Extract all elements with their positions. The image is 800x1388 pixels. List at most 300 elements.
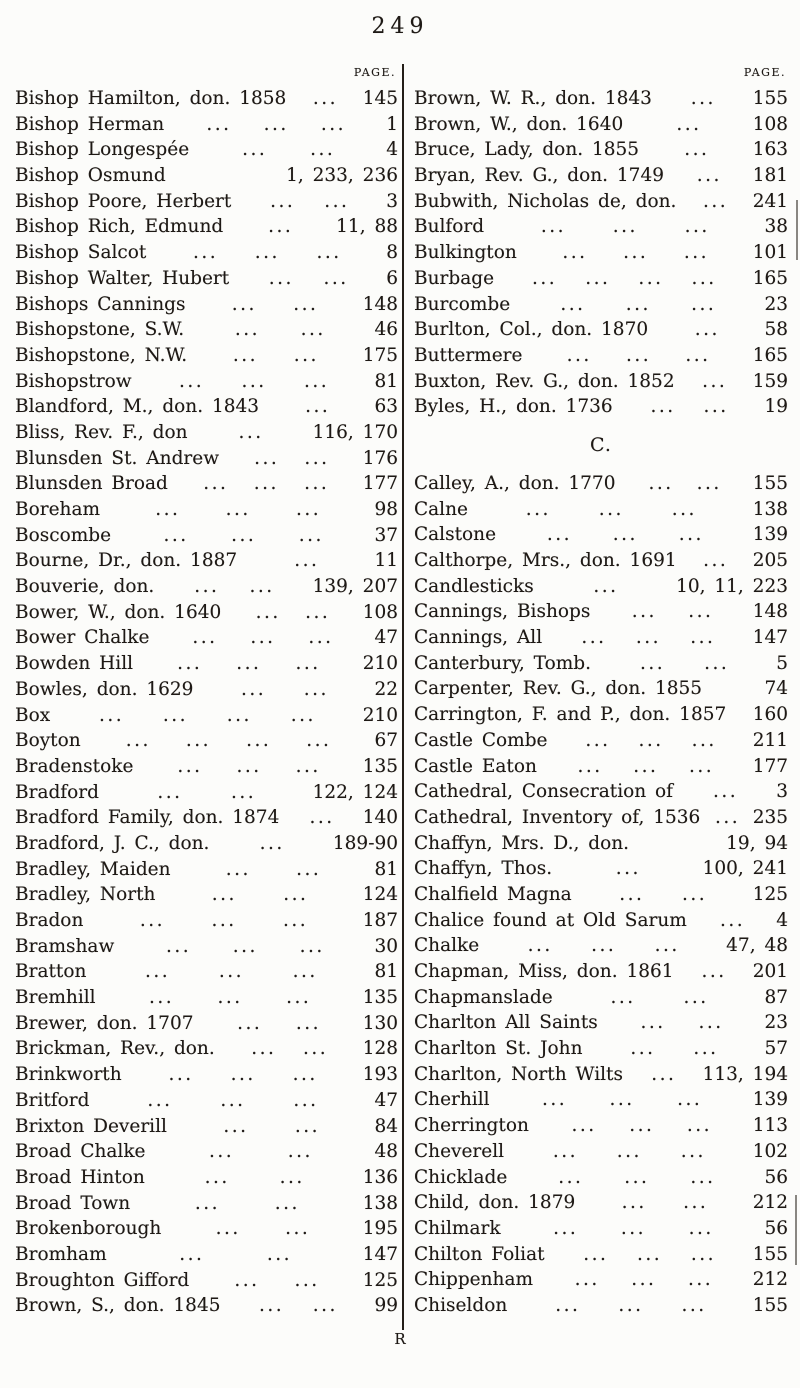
entry-title: Broad Town — [15, 1192, 131, 1214]
entry-page-number: 5 — [776, 652, 788, 674]
leader-dots: ... — [268, 216, 294, 238]
index-entry — [414, 394, 788, 420]
entry-page-number: 47 — [374, 1089, 398, 1111]
index-entry — [414, 805, 788, 831]
leader-dots: ... ... — [640, 1012, 724, 1034]
entry-title: Bishop Longespée — [15, 139, 190, 161]
entry-page-number: 148 — [362, 293, 398, 315]
index-entry — [414, 112, 788, 138]
index-entry — [414, 1190, 788, 1216]
entry-title: Bliss, Rev. F., don — [15, 421, 188, 443]
entry-title: Chalice found at Old Sarum — [414, 909, 687, 931]
entry-title: Charlton, North Wilts — [414, 1063, 623, 1085]
entry-title: Cheverell — [414, 1140, 505, 1162]
entry-title: Bishop Salcot — [15, 242, 147, 264]
leader-dots: ... — [294, 550, 320, 572]
entry-page-number: 128 — [362, 1038, 398, 1060]
entry-title: Bradon — [15, 910, 84, 931]
entry-page-number: 84 — [374, 1115, 398, 1137]
entry-title: Cathedral, Inventory of, 1536 — [414, 806, 701, 828]
entry-page-number: 116, 170 — [312, 421, 398, 443]
index-entry — [414, 1010, 788, 1036]
entry-page-number: 155 — [752, 1243, 788, 1265]
index-column-left — [15, 60, 398, 1319]
leader-dots: ... ... — [631, 601, 714, 623]
leader-dots: ... ... ... — [562, 242, 710, 264]
index-entry — [15, 1011, 398, 1037]
leader-dots: ... — [713, 781, 739, 803]
entry-title: Chalfield Magna — [414, 883, 572, 905]
entry-title: Bowden Hill — [15, 653, 134, 675]
leader-dots: ... ... — [270, 190, 350, 212]
leader-dots: ... ... — [204, 1166, 305, 1188]
index-entry — [15, 1139, 398, 1165]
entry-page-number: 163 — [752, 139, 788, 161]
index-entry — [15, 317, 398, 343]
entry-page-number: 138 — [752, 498, 788, 520]
entry-page-number: 195 — [362, 1218, 398, 1240]
leader-dots: ... — [701, 961, 727, 982]
leader-dots: ... ... — [231, 293, 319, 315]
leader-dots: ... ... ... ... — [532, 267, 717, 289]
entry-page-number: 19, 94 — [726, 832, 788, 854]
entry-title: Boscombe — [15, 524, 112, 546]
entry-title: Buttermere — [414, 344, 523, 366]
index-entry — [15, 189, 398, 215]
index-entry — [15, 985, 398, 1011]
index-entry — [414, 1062, 788, 1088]
entry-page-number: 1, 233, 236 — [286, 165, 398, 187]
index-entry — [15, 548, 398, 574]
entry-title: Chapmanslade — [414, 986, 553, 1008]
leader-dots: ... ... ... — [546, 524, 704, 546]
entry-page-number: 48 — [374, 1141, 398, 1163]
leader-dots: ... ... ... — [560, 293, 717, 315]
index-entry — [15, 369, 398, 395]
leader-dots: ... ... ... — [192, 242, 342, 264]
entry-title: Calley, A., don. 1770 — [414, 472, 616, 494]
entry-title: Brixton Deverill — [15, 1115, 167, 1137]
page-number-folio: 249 — [371, 14, 429, 39]
index-entry — [15, 831, 398, 857]
index-entry — [15, 677, 398, 703]
entry-page-number: 155 — [752, 88, 788, 109]
leader-dots: ... ... ... — [177, 755, 321, 777]
leader-dots: ... ... ... — [206, 113, 347, 135]
entry-page-number: 108 — [362, 601, 398, 623]
leader-dots: ... ... ... — [585, 729, 717, 751]
entry-title: Bubwith, Nicholas de, don. — [414, 190, 677, 212]
entry-title: Chaffyn, Mrs. D., don. — [414, 832, 630, 854]
entry-title: Bradford, J. C., don. — [15, 832, 210, 854]
leader-dots: ... ... — [610, 986, 709, 1008]
leader-dots: ... ... ... ... — [98, 704, 316, 726]
leader-dots: ... ... ... — [571, 1115, 713, 1137]
index-entry — [15, 600, 398, 626]
index-entry — [15, 805, 398, 831]
index-entry — [15, 780, 398, 806]
index-entry — [414, 292, 788, 318]
entry-page-number: 81 — [374, 961, 398, 983]
entry-page-number: 47, 48 — [726, 935, 788, 957]
leader-dots: ... ... — [157, 781, 257, 803]
entry-page-number: 30 — [374, 935, 398, 957]
entry-page-number: 187 — [362, 910, 398, 931]
leader-dots: ... ... ... — [558, 1166, 716, 1188]
index-entry — [414, 1113, 788, 1139]
index-entry — [15, 908, 398, 934]
leader-dots: ... ... — [639, 652, 730, 674]
leader-dots: ... ... ... — [165, 935, 325, 957]
entry-page-number: 136 — [362, 1166, 398, 1188]
entry-title: Brown, W., don. 1640 — [414, 113, 624, 135]
index-entry — [414, 651, 788, 677]
index-entry — [414, 1242, 788, 1268]
index-entry — [414, 985, 788, 1011]
entry-title: Charlton St. John — [414, 1038, 583, 1060]
entry-page-number: 67 — [374, 730, 398, 752]
index-entry — [414, 317, 788, 343]
entry-title: Britford — [15, 1089, 90, 1111]
index-entry — [15, 266, 398, 292]
entry-page-number: 23 — [764, 293, 788, 315]
index-entry — [414, 266, 788, 292]
entry-page-number: 125 — [752, 883, 788, 905]
entry-title: Chaffyn, Thos. — [414, 858, 553, 880]
entry-page-number: 145 — [362, 88, 398, 109]
leader-dots: ... ... — [621, 1192, 709, 1214]
entry-page-number: 87 — [764, 986, 788, 1008]
index-entry — [15, 1293, 398, 1319]
entry-title: Cannings, Bishops — [414, 601, 591, 623]
index-entry — [414, 189, 788, 215]
entry-title: Broughton Gifford — [15, 1269, 190, 1291]
entry-title: Cherhill — [414, 1089, 490, 1111]
leader-dots: ... ... ... — [525, 498, 697, 520]
leader-dots: ... ... — [619, 883, 708, 905]
entry-page-number: 4 — [776, 909, 788, 931]
index-entry — [414, 574, 788, 600]
column-divider-rule — [402, 64, 404, 1330]
leader-dots: ... ... — [234, 1269, 320, 1291]
entry-title: Bishop Herman — [15, 113, 165, 135]
entry-page-number: 177 — [362, 473, 398, 495]
entry-page-number: 177 — [752, 755, 788, 777]
leader-dots: ... ... — [194, 576, 275, 598]
index-entry — [414, 831, 788, 857]
entry-title: Bishops Cannings — [15, 293, 186, 315]
index-entry — [414, 163, 788, 189]
leader-dots: ... — [719, 909, 746, 931]
entry-page-number: 8 — [386, 242, 398, 264]
index-entries-right — [414, 86, 788, 1319]
entry-title: Brickman, Rev., don. — [15, 1038, 215, 1060]
entry-page-number: 56 — [764, 1217, 788, 1239]
entry-title: Castle Combe — [414, 729, 548, 751]
leader-dots: ... ... ... — [577, 755, 715, 777]
entry-title: Brokenborough — [15, 1218, 162, 1240]
index-entry — [15, 394, 398, 420]
leader-dots: ... — [593, 575, 619, 597]
entry-title: Blunsden Broad — [15, 473, 168, 495]
index-entry — [15, 1242, 398, 1268]
leader-dots: ... — [714, 806, 741, 828]
index-entry — [414, 369, 788, 395]
index-entry — [414, 1165, 788, 1191]
leader-dots: ... ... — [215, 1218, 311, 1240]
leader-dots: ... ... ... — [553, 1217, 714, 1239]
entry-page-number: 140 — [362, 807, 398, 829]
entry-title: Calstone — [414, 524, 497, 546]
entry-page-number: 37 — [374, 524, 398, 546]
entry-page-number: 6 — [386, 267, 398, 289]
entry-title: Bishop Poore, Herbert — [15, 190, 232, 212]
entry-page-number: 23 — [764, 1012, 788, 1034]
entry-page-number: 58 — [764, 319, 788, 341]
leader-dots: ... ... — [209, 1141, 313, 1163]
entry-title: Broad Hinton — [15, 1166, 145, 1188]
leader-dots: ... ... ... — [540, 216, 710, 238]
index-entry — [414, 908, 788, 934]
leader-dots: ... — [690, 88, 716, 109]
entry-title: Bouverie, don. — [15, 576, 155, 598]
index-entry — [15, 86, 398, 112]
entry-page-number: 201 — [752, 961, 788, 982]
leader-dots: ... ... ... ... — [125, 730, 332, 752]
index-entry — [414, 1087, 788, 1113]
index-entry — [15, 703, 398, 729]
entry-page-number: 98 — [374, 499, 398, 520]
entry-page-number: 138 — [362, 1192, 398, 1214]
index-entry — [414, 86, 788, 112]
leader-dots: ... — [305, 396, 331, 418]
index-entry — [414, 702, 788, 728]
index-entry — [15, 754, 398, 780]
leader-dots: ... ... ... — [177, 653, 321, 675]
index-entries-left — [15, 86, 398, 1319]
entry-page-number: 19 — [764, 396, 788, 418]
leader-dots: ... ... — [179, 1243, 293, 1265]
page-column-header-right: PAGE. — [743, 66, 786, 79]
index-entry — [15, 574, 398, 600]
index-entry — [414, 1267, 788, 1293]
entry-page-number: 108 — [752, 113, 788, 135]
leader-dots: ... — [676, 113, 702, 135]
entry-page-number: 4 — [386, 139, 398, 161]
index-entry — [15, 420, 398, 446]
leader-dots: ... — [312, 88, 339, 109]
leader-dots: ... ... — [259, 1295, 338, 1317]
entry-title: Chalke — [414, 935, 480, 957]
entry-title: Chilmark — [414, 1217, 501, 1239]
leader-dots: ... — [238, 421, 264, 443]
entry-title: Bulkington — [414, 242, 517, 264]
index-entry — [15, 934, 398, 960]
entry-title: Brewer, don. 1707 — [15, 1012, 194, 1034]
entry-title: Brown, S., don. 1845 — [15, 1295, 221, 1317]
leader-dots: ... ... ... — [583, 1243, 717, 1265]
index-entry — [414, 1139, 788, 1165]
page-column-header-left: PAGE. — [353, 66, 396, 79]
entry-title: Chilton Foliat — [414, 1243, 545, 1265]
index-entry — [15, 112, 398, 138]
entry-title: Candlesticks — [414, 575, 534, 597]
entry-title: Chapman, Miss, don. 1861 — [414, 961, 674, 982]
entry-page-number: 38 — [764, 216, 788, 238]
leader-dots: ... ... ... — [192, 627, 334, 649]
leader-dots: ... ... — [648, 472, 722, 494]
entry-page-number: 210 — [362, 704, 398, 726]
entry-page-number: 165 — [752, 344, 788, 366]
entry-title: Buxton, Rev. G., don. 1852 — [414, 370, 675, 392]
entry-title: Burlton, Col., don. 1870 — [414, 319, 649, 341]
index-entry — [15, 651, 398, 677]
leader-dots: ... ... ... — [139, 910, 309, 931]
entry-page-number: 205 — [752, 550, 788, 571]
entry-title: Boreham — [15, 499, 101, 520]
entry-title: Bulford — [414, 216, 485, 238]
leader-dots: ... ... ... — [541, 1089, 703, 1111]
entry-title: Bradley, North — [15, 884, 156, 906]
leader-dots: ... ... ... — [163, 524, 324, 546]
index-entry — [15, 728, 398, 754]
index-entry — [414, 137, 788, 163]
entry-title: Bishop Hamilton, don. 1858 — [15, 88, 287, 109]
leader-dots: ... ... ... — [581, 627, 716, 649]
entry-page-number: 47 — [374, 627, 398, 649]
entry-page-number: 99 — [374, 1295, 398, 1317]
index-entry — [15, 1216, 398, 1242]
entry-title: Box — [15, 704, 51, 726]
leader-dots: ... ... ... — [527, 935, 680, 957]
entry-page-number: 101 — [752, 242, 788, 264]
leader-dots: ... — [694, 319, 720, 341]
scan-edge-artifact — [796, 200, 798, 260]
entry-title: Bishopstone, N.W. — [15, 344, 188, 366]
entry-page-number: 74 — [764, 678, 788, 700]
leader-dots: ... ... — [241, 678, 329, 700]
index-entry — [15, 523, 398, 549]
entry-page-number: 113, 194 — [702, 1063, 788, 1085]
index-entry — [414, 933, 788, 959]
index-entry — [15, 1088, 398, 1114]
leader-dots: ... — [702, 190, 729, 212]
entry-page-number: 212 — [752, 1192, 788, 1214]
leader-dots: ... — [309, 807, 335, 829]
index-entry — [414, 676, 788, 702]
leader-dots: ... — [703, 550, 729, 571]
entry-page-number: 139 — [752, 524, 788, 546]
leader-dots: ... — [684, 139, 710, 161]
entry-title: Bruce, Lady, don. 1855 — [414, 139, 640, 161]
leader-dots: ... ... — [650, 396, 729, 418]
entry-title: Bremhill — [15, 987, 96, 1009]
index-entry — [414, 548, 788, 574]
leader-dots: ... ... — [232, 344, 319, 366]
leader-dots: ... ... ... — [149, 987, 312, 1009]
index-entry — [15, 1165, 398, 1191]
index-entry — [414, 522, 788, 548]
entry-title: Bradford Family, don. 1874 — [15, 807, 280, 829]
index-entry — [15, 471, 398, 497]
leader-dots: ... ... — [255, 601, 331, 623]
entry-page-number: 11, 88 — [336, 216, 398, 238]
index-entry — [414, 497, 788, 523]
entry-title: Bower, W., don. 1640 — [15, 601, 222, 623]
leader-dots: ... ... ... — [555, 1294, 707, 1316]
entry-title: Chicklade — [414, 1166, 508, 1188]
leader-dots: ... ... — [194, 1192, 300, 1214]
entry-page-number: 11 — [374, 550, 398, 572]
entry-page-number: 139, 207 — [312, 576, 398, 598]
index-entry — [414, 754, 788, 780]
leader-dots: ... — [615, 858, 641, 880]
entry-page-number: 1 — [386, 113, 398, 135]
entry-title: Carrington, F. and P., don. 1857 — [414, 704, 727, 726]
entry-title: Blunsden St. Andrew — [15, 447, 220, 469]
index-entry — [15, 137, 398, 163]
entry-title: Bramshaw — [15, 935, 115, 957]
entry-page-number: 100, 241 — [702, 858, 788, 880]
entry-page-number: 81 — [374, 370, 398, 392]
entry-title: Bishop Osmund — [15, 165, 166, 187]
index-entry — [15, 343, 398, 369]
index-entry — [414, 599, 788, 625]
entry-page-number: 135 — [362, 755, 398, 777]
index-entry — [15, 292, 398, 318]
leader-dots: ... ... ... — [147, 1089, 319, 1111]
leader-dots: ... — [702, 370, 728, 392]
leader-dots: ... ... ... — [145, 961, 318, 983]
index-entry — [414, 471, 788, 497]
index-entry — [414, 1216, 788, 1242]
entry-page-number: 212 — [752, 1269, 788, 1291]
index-entry — [15, 497, 398, 523]
index-entry — [15, 1268, 398, 1294]
leader-dots: ... ... — [211, 884, 309, 906]
entry-page-number: 56 — [764, 1166, 788, 1188]
entry-page-number: 135 — [362, 987, 398, 1009]
entry-page-number: 57 — [764, 1038, 788, 1060]
entry-title: Burbage — [414, 267, 495, 289]
entry-title: Cherrington — [414, 1115, 529, 1137]
entry-title: Bishopstrow — [15, 370, 132, 392]
entry-page-number: 155 — [752, 1294, 788, 1316]
entry-title: Bromham — [15, 1243, 107, 1265]
leader-dots: ... ... ... — [552, 1140, 706, 1162]
entry-title: Cathedral, Consecration of — [414, 781, 674, 803]
entry-title: Bradenstoke — [15, 755, 134, 777]
entry-page-number: 210 — [362, 653, 398, 675]
entry-page-number: 63 — [374, 396, 398, 418]
leader-dots: ... ... ... — [178, 370, 330, 392]
entry-page-number: 3 — [776, 781, 788, 803]
entry-title: Blandford, M., don. 1843 — [15, 396, 260, 418]
entry-page-number: 155 — [752, 472, 788, 494]
index-entry — [414, 214, 788, 240]
entry-page-number: 193 — [362, 1064, 398, 1086]
entry-title: Calthorpe, Mrs., don. 1691 — [414, 550, 677, 571]
entry-page-number: 147 — [752, 627, 788, 649]
index-entry — [15, 214, 398, 240]
entry-title: Bowles, don. 1629 — [15, 678, 194, 700]
entry-title: Broad Chalke — [15, 1141, 146, 1163]
index-entry — [414, 728, 788, 754]
entry-title: Cannings, All — [414, 627, 543, 649]
scan-edge-artifact — [795, 1195, 797, 1265]
leader-dots: ... ... — [237, 1012, 322, 1034]
entry-title: Calne — [414, 498, 468, 520]
